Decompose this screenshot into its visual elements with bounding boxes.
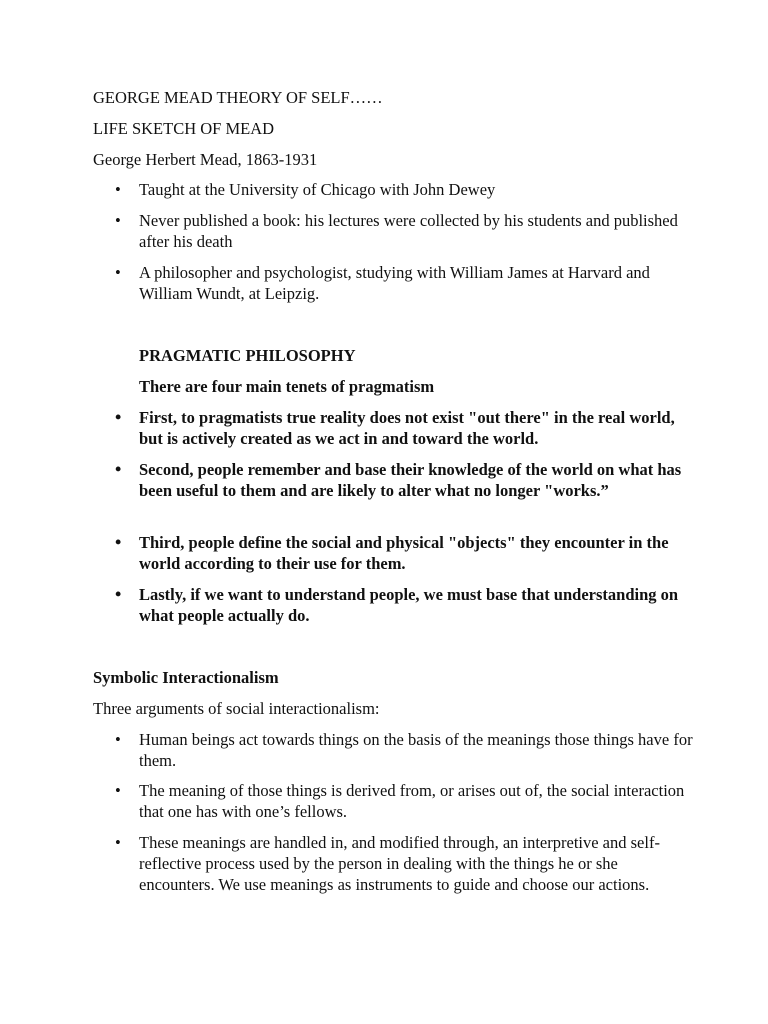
bullet-icon: • (115, 532, 122, 552)
bullet-icon: • (115, 584, 122, 604)
list-item-text: The meaning of those things is derived from, or arises out of, the social interaction that one has with one’s fellows. (139, 781, 685, 821)
name-dates: George Herbert Mead, 1863-1931 (93, 150, 318, 169)
bullet-icon: • (115, 833, 121, 852)
bullet-icon: • (115, 263, 121, 282)
list-item (115, 532, 695, 574)
pragmatic-intro: There are four main tenets of pragmatism (139, 377, 435, 396)
list-item (115, 780, 695, 822)
list-item (115, 584, 695, 626)
bullet-icon: • (115, 180, 121, 199)
bullet-icon: • (115, 459, 122, 479)
list-item (115, 729, 695, 771)
list-item-text: First, to pragmatists true reality does not exist "out there" in the real world, but is actively created as we act in and toward the world. (139, 408, 675, 448)
list-item (115, 832, 695, 895)
list-item-text: Second, people remember and base their knowledge of the world on what has been useful to them and are likely to alter what no longer "works.” (139, 460, 682, 500)
list-item (115, 407, 695, 449)
symbolic-heading: Symbolic Interactionalism (93, 668, 279, 687)
bullet-icon: • (115, 211, 121, 230)
list-item (115, 459, 695, 501)
list-item-text: These meanings are handled in, and modified through, an interpretive and self-reflective process used by the person in dealing with the things he or she encounters. We use meanings as instruments to guide and choose our actions. (139, 833, 660, 894)
list-item (115, 262, 695, 304)
list-item-text: Never published a book: his lectures were collected by his students and published after his death (139, 211, 678, 251)
list-item (115, 179, 695, 200)
pragmatic-heading: PRAGMATIC PHILOSOPHY (139, 346, 356, 365)
list-item-text: Human beings act towards things on the basis of the meanings those things have for them. (139, 730, 693, 770)
list-item (115, 210, 695, 252)
symbolic-intro: Three arguments of social interactionalism: (93, 699, 380, 718)
bullet-icon: • (115, 407, 122, 427)
bullet-icon: • (115, 781, 121, 800)
bullet-icon: • (115, 730, 121, 749)
list-item-text: Lastly, if we want to understand people, we must base that understanding on what people actually do. (139, 585, 679, 625)
list-item-text: A philosopher and psychologist, studying with William James at Harvard and William Wundt, at Leipzig. (139, 263, 650, 303)
list-item-text: Taught at the University of Chicago with John Dewey (139, 180, 496, 199)
list-item-text: Third, people define the social and physical "objects" they encounter in the world according to their use for them. (139, 533, 669, 573)
life-sketch-heading: LIFE SKETCH OF MEAD (93, 119, 275, 138)
document-title: GEORGE MEAD THEORY OF SELF…… (93, 88, 383, 107)
